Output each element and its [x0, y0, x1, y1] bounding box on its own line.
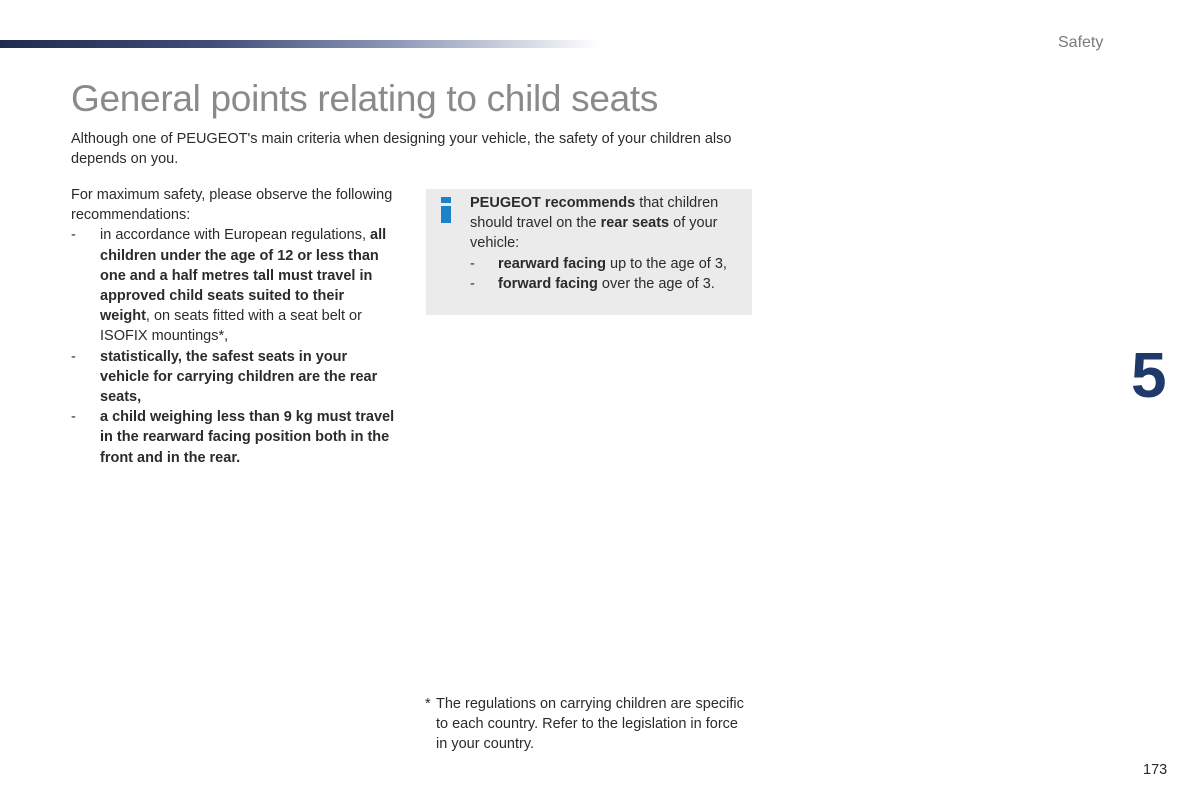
- page-title: General points relating to child seats: [71, 78, 659, 119]
- list-dash: -: [71, 348, 76, 365]
- list-dash: -: [470, 255, 475, 272]
- chapter-number: 5: [1131, 339, 1167, 411]
- item-bold-text: statistically, the safest seats in your vehicle for carrying children are the rear seats,: [100, 348, 378, 406]
- info-text: [470, 193, 750, 294]
- list-item: [71, 407, 396, 468]
- item-text: up to the age of 3,: [606, 255, 727, 272]
- footnote-text: The regulations on carrying children are specific to each country. Refer to the legislation in force in your country.: [436, 696, 744, 753]
- list-dash: -: [470, 275, 475, 292]
- list-item: [71, 225, 396, 346]
- header-gradient-bar: [0, 40, 600, 48]
- item-text: in accordance with European regulations,: [100, 227, 371, 244]
- list-item: [470, 274, 750, 294]
- info-list: [470, 254, 750, 294]
- intro-paragraph: Although one of PEUGEOT's main criteria when designing your vehicle, the safety of your children also depends on you.: [71, 131, 732, 167]
- item-bold-text: a child weighing less than 9 kg must travel in the rearward facing position both in the front and in the rear.: [100, 409, 395, 466]
- list-item: [470, 254, 750, 274]
- list-dash: -: [71, 227, 76, 244]
- info-lead-text: that children should travel on the: [470, 195, 719, 232]
- item-bold-text: all children under the age of 12 or less than one and a half metres tall must travel in approved child seats suited to their weight: [100, 227, 387, 325]
- recommendations-column: [71, 185, 396, 468]
- info-lead-text-2: of your vehicle:: [470, 215, 718, 252]
- info-icon: [440, 195, 452, 225]
- recommendations-lead: For maximum safety, please observe the following recommendations:: [71, 187, 393, 224]
- item-bold-text: forward facing: [498, 275, 598, 292]
- info-lead-bold-2: rear seats: [600, 215, 670, 232]
- list-item: [71, 347, 396, 408]
- item-bold-text: rearward facing: [498, 255, 606, 272]
- list-dash: -: [71, 409, 76, 426]
- footnote-star: *: [425, 696, 431, 712]
- item-text: over the age of 3.: [597, 275, 715, 292]
- info-box: [426, 189, 752, 315]
- info-lead-bold: PEUGEOT recommends: [470, 195, 636, 211]
- item-text-after: , on seats fitted with a seat belt or ISOFIX mountings*,: [100, 308, 362, 345]
- recommendations-list: [71, 225, 396, 467]
- info-lead: [470, 193, 750, 254]
- section-label: Safety: [1058, 34, 1104, 51]
- footnote: [425, 694, 745, 755]
- page-number: 173: [1143, 762, 1168, 778]
